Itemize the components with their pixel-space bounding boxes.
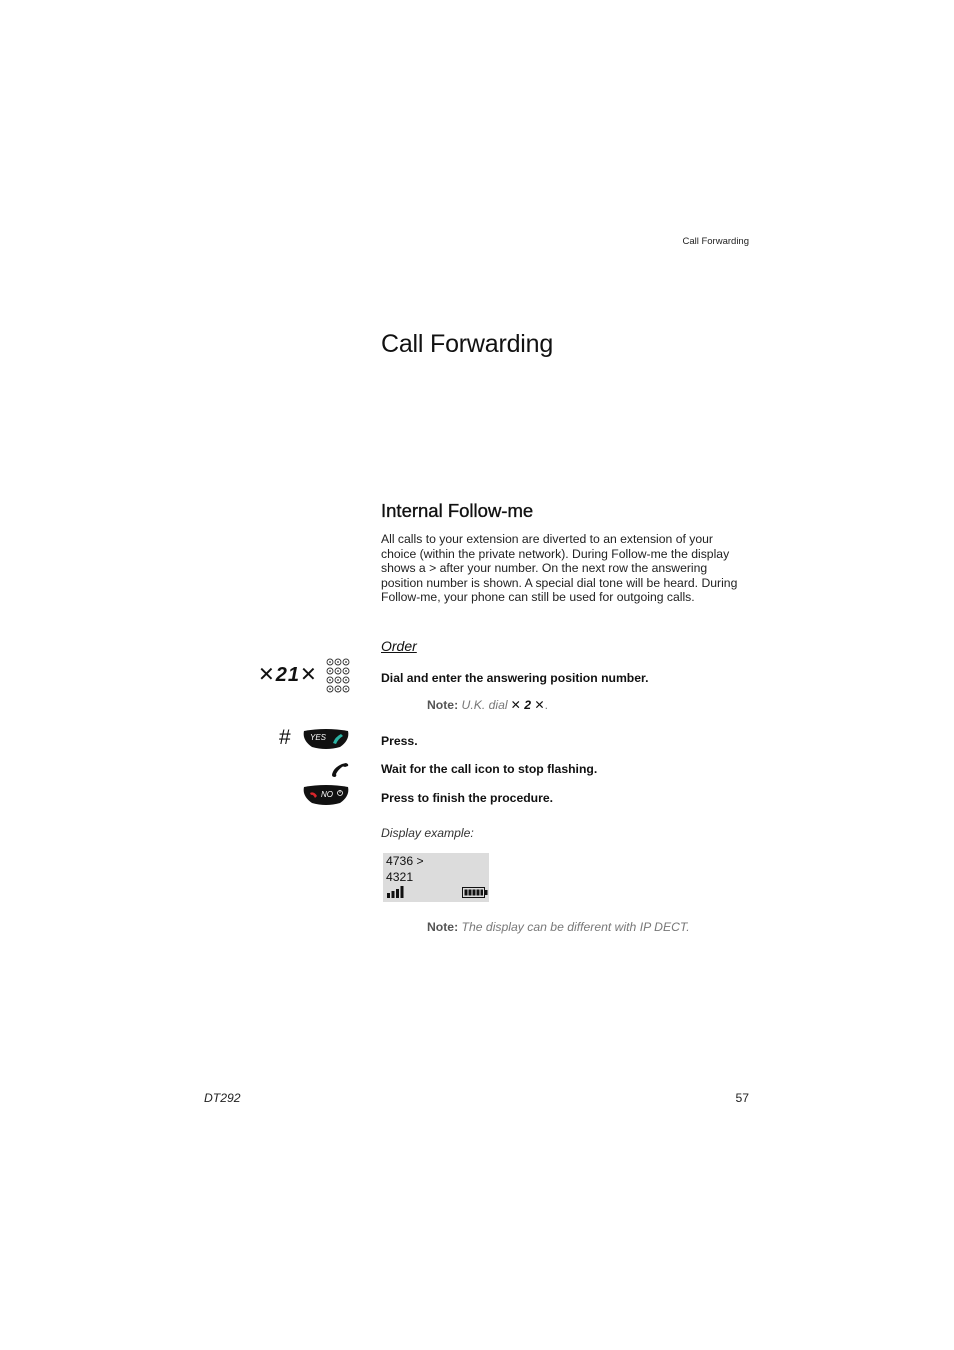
display-line-2: 4321 — [386, 870, 414, 884]
signal-strength-icon — [387, 886, 405, 898]
section-title: Internal Follow-me — [381, 500, 534, 521]
note-label: Note: — [427, 698, 459, 712]
battery-icon — [462, 887, 488, 898]
hash-key: # — [279, 726, 291, 749]
yes-key-icon — [302, 728, 350, 750]
footer-model: DT292 — [204, 1091, 241, 1105]
no-key-icon — [302, 784, 350, 806]
step-wait: Wait for the call icon to stop flashing. — [381, 762, 598, 776]
note-text: U.K. dial — [461, 698, 508, 712]
note-suffix: . — [544, 698, 548, 712]
note-uk-dial — [427, 698, 548, 712]
step-finish: Press to finish the procedure. — [381, 791, 554, 805]
running-header: Call Forwarding — [682, 236, 749, 247]
key-sequence: ✕21✕ — [258, 664, 318, 686]
page-number: 57 — [735, 1091, 749, 1105]
step-dial: Dial and enter the answering position number. — [381, 671, 649, 685]
note-text: The display can be different with IP DECT. — [461, 920, 690, 934]
no-key-label: NO — [321, 790, 333, 799]
display-example-label: Display example: — [381, 826, 474, 840]
handset-icon — [330, 762, 350, 778]
note-ip-dect — [427, 920, 690, 934]
step-press: Press. — [381, 734, 418, 748]
section-body: All calls to your extension are diverted to an extension of your choice (within the private network). During Follow-me the display shows a > after your number. On the next row the answering position number is shown. A special dial tone will be heard. During Follow-me, your phone can still be used for outgoing calls. — [381, 532, 738, 604]
yes-key-label: YES — [310, 733, 327, 742]
keypad-icon — [325, 658, 351, 694]
display-line-1: 4736 > — [386, 854, 424, 868]
note-key-sequence: ✕ 2 ✕ — [510, 698, 545, 712]
note-label: Note: — [427, 920, 459, 934]
chapter-title: Call Forwarding — [381, 330, 554, 358]
order-heading: Order — [381, 638, 417, 654]
display-example — [383, 853, 489, 902]
